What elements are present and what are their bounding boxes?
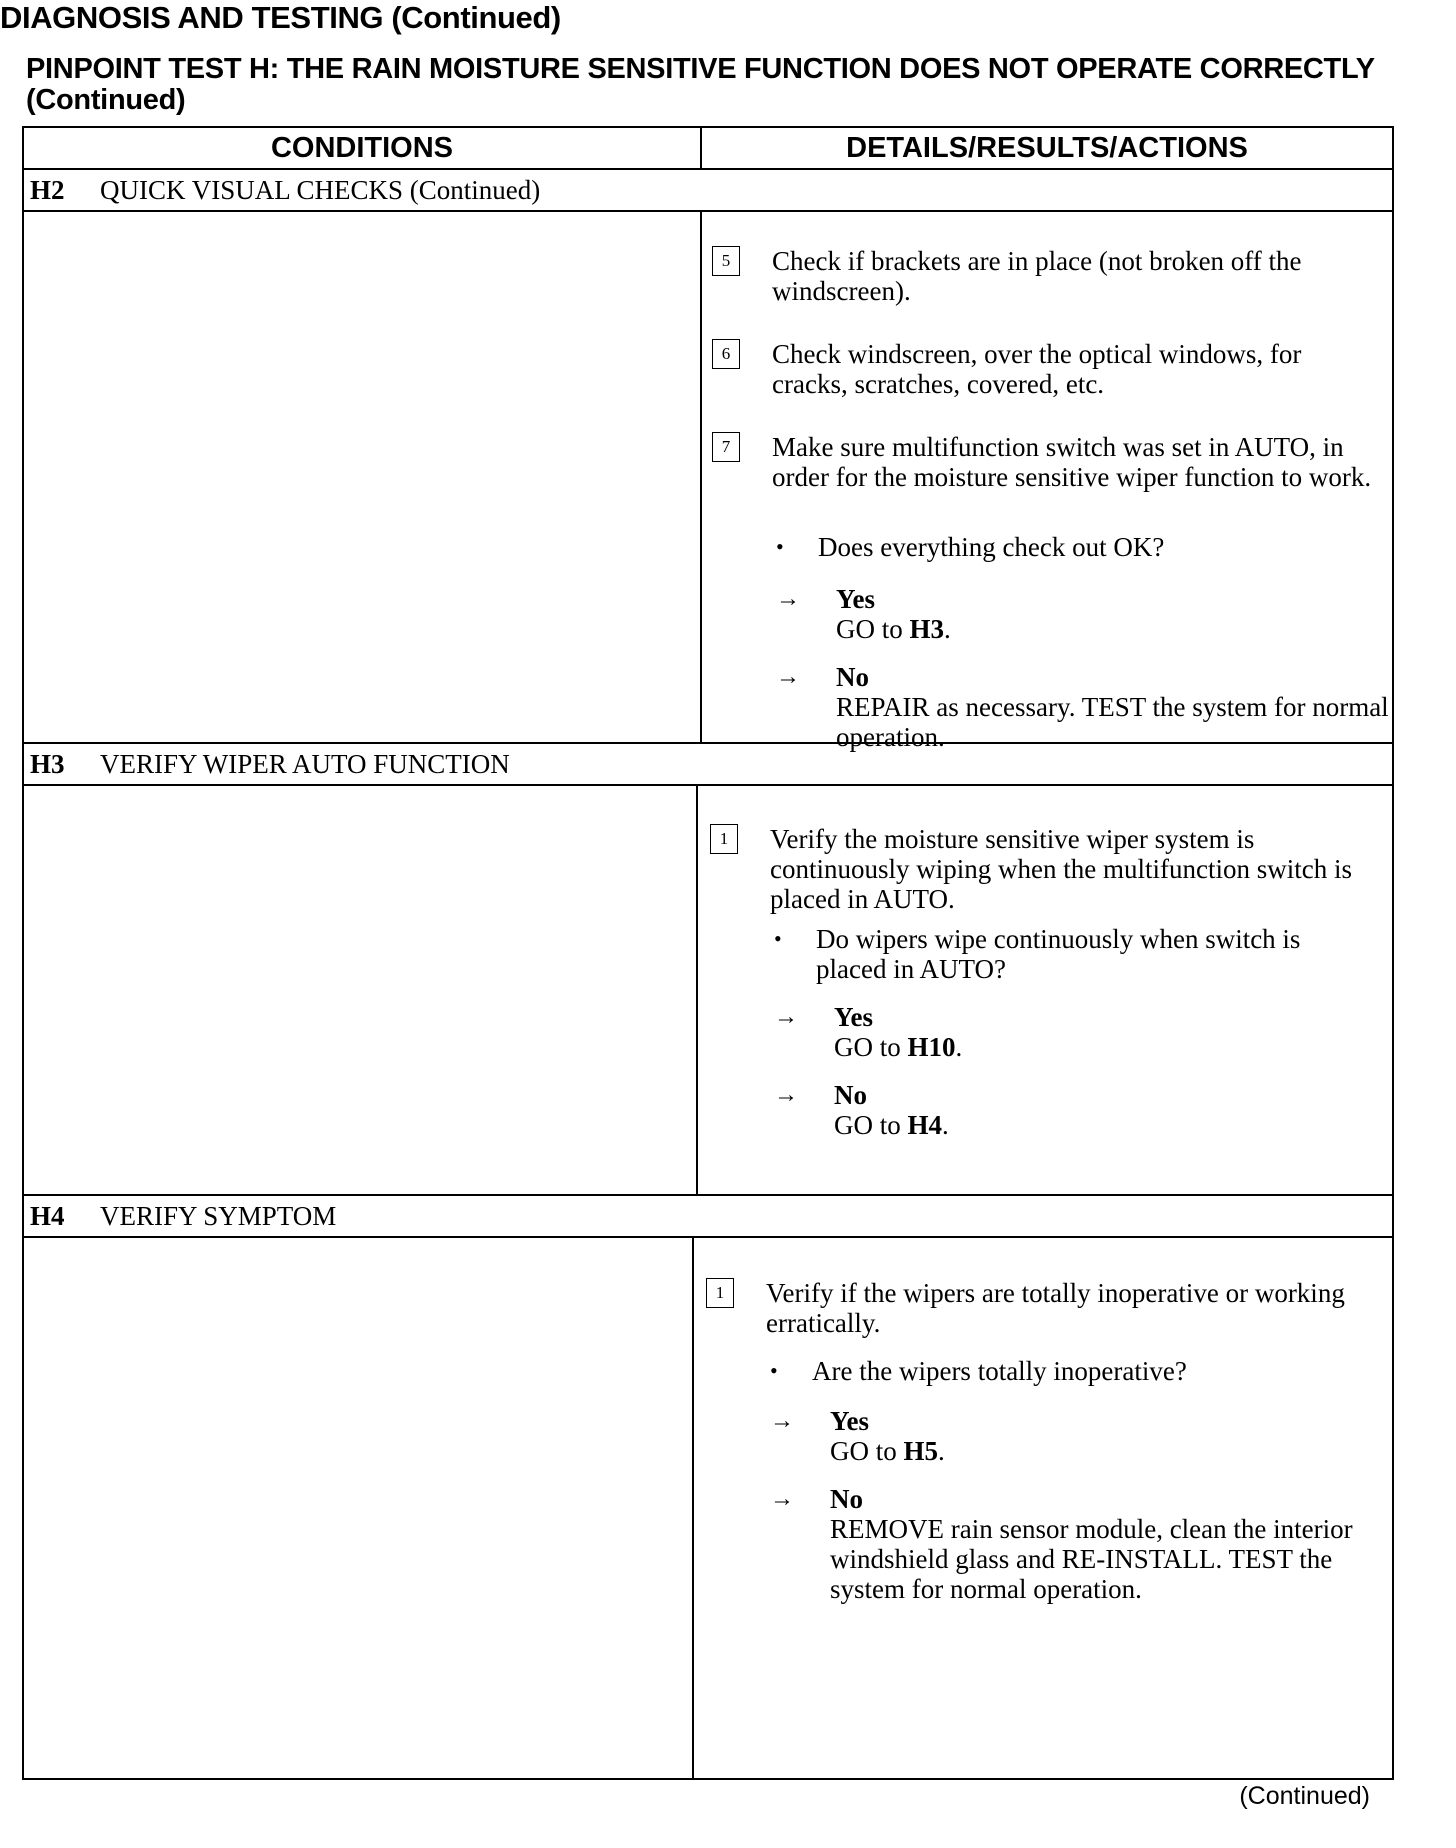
column-divider <box>692 1238 694 1778</box>
bullet-icon: • <box>770 1358 778 1383</box>
section-header-h2 <box>24 170 1392 212</box>
step-text: Check windscreen, over the optical windows, for cracks, scratches, covered, etc. <box>772 339 1302 399</box>
pinpoint-test-table <box>22 126 1394 1780</box>
section-title: VERIFY WIPER AUTO FUNCTION <box>100 749 510 779</box>
answer-action: REMOVE rain sensor module, clean the interior windshield glass and RE-INSTALL. TEST the system for normal operation. <box>830 1514 1353 1604</box>
arrow-right-icon: → <box>770 1408 794 1434</box>
section-header-h4 <box>24 1196 1392 1238</box>
answer-label: Yes <box>836 584 875 614</box>
bullet-icon: • <box>776 534 784 559</box>
arrow-right-icon: → <box>770 1486 794 1512</box>
continued-footer: (Continued) <box>1239 1782 1370 1810</box>
step-number-box: 7 <box>712 432 740 462</box>
answer-label: No <box>834 1080 867 1110</box>
question-text: Do wipers wipe continuously when switch is placed in AUTO? <box>816 924 1301 984</box>
column-header-conditions: CONDITIONS <box>24 128 702 170</box>
step-number-box: 1 <box>706 1278 734 1308</box>
answer-label: No <box>836 662 869 692</box>
answer-label: Yes <box>834 1002 873 1032</box>
step-text: Verify the moisture sensitive wiper system is continuously wiping when the multifunction switch is placed in AUTO. <box>770 824 1352 914</box>
answer-action: REPAIR as necessary. TEST the system for normal operation. <box>836 692 1389 752</box>
section-code: H2 <box>30 175 65 205</box>
bullet-icon: • <box>774 926 782 951</box>
answer-label: No <box>830 1484 863 1514</box>
section-code: H4 <box>30 1201 65 1231</box>
section-title: QUICK VISUAL CHECKS (Continued) <box>100 175 541 205</box>
arrow-right-icon: → <box>774 1082 798 1108</box>
step-text: Check if brackets are in place (not broken off the windscreen). <box>772 246 1302 306</box>
answer-action: GO to H5. <box>830 1436 945 1466</box>
arrow-right-icon: → <box>774 1004 798 1030</box>
section-body-h2 <box>24 212 1392 752</box>
column-header-details: DETAILS/RESULTS/ACTIONS <box>702 128 1392 170</box>
step-text: Make sure multifunction switch was set in AUTO, in order for the moisture sensitive wiper function to work. <box>772 432 1372 492</box>
answer-label: Yes <box>830 1406 869 1436</box>
section-title: VERIFY SYMPTOM <box>100 1201 337 1231</box>
answer-action: GO to H10. <box>834 1032 963 1062</box>
pinpoint-test-title: PINPOINT TEST H: THE RAIN MOISTURE SENSITIVE FUNCTION DOES NOT OPERATE CORRECTLY (Continued) <box>26 53 1375 116</box>
arrow-right-icon: → <box>776 586 800 612</box>
step-number-box: 5 <box>712 246 740 276</box>
column-divider <box>696 786 698 1194</box>
section-header-h3 <box>24 744 1392 786</box>
section-code: H3 <box>30 749 65 779</box>
step-text: Verify if the wipers are totally inoperative or working erratically. <box>766 1278 1345 1338</box>
page-heading: DIAGNOSIS AND TESTING (Continued) <box>0 0 561 35</box>
question-text: Does everything check out OK? <box>818 532 1165 562</box>
section-body-h4 <box>24 1238 1392 1778</box>
step-number-box: 6 <box>712 339 740 369</box>
question-text: Are the wipers totally inoperative? <box>812 1356 1187 1386</box>
answer-action: GO to H3. <box>836 614 951 644</box>
arrow-right-icon: → <box>776 664 800 690</box>
step-number-box: 1 <box>710 824 738 854</box>
section-body-h3 <box>24 786 1392 1196</box>
answer-action: GO to H4. <box>834 1110 949 1140</box>
column-divider <box>700 212 702 742</box>
